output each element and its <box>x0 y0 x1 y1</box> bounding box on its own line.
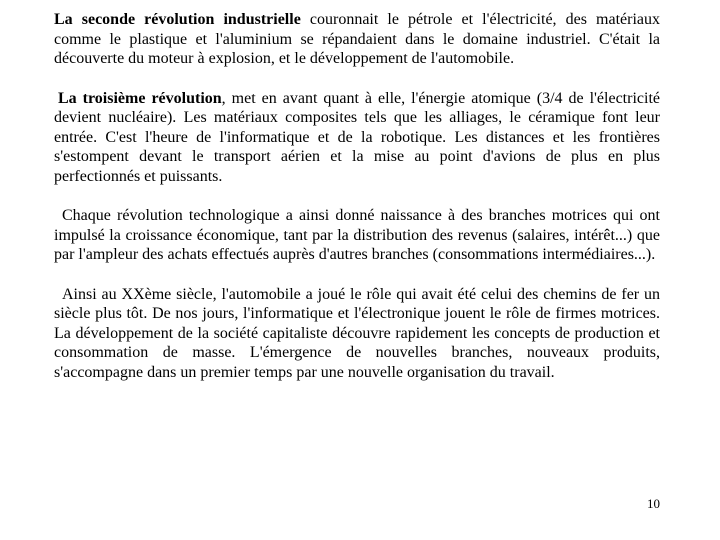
paragraph-lead-bold: La troisième révolution <box>58 89 222 107</box>
document-page <box>54 10 660 382</box>
paragraph-third-revolution <box>54 89 660 187</box>
paragraph-second-revolution <box>54 10 660 69</box>
paragraph-twentieth-century <box>54 285 660 383</box>
paragraph-body: Chaque révolution technologique a ainsi donné naissance à des branches motrices qui ont impulsé la croissance économique, tant par la distribution des revenus (salaires, intérêt...) que par l'ampleur des achats effectués auprès d'autres branches (consommations intermédiaires...). <box>54 207 660 263</box>
paragraph-body: , met en avant quant à elle, l'énergie atomique (3/4 de l'électricité devient nucléaire). Les matériaux composites tels que les alliages, le céramique font leur entrée. C'est l'heure de l'informatique et de la robotique. Les distances et les frontières s'estompent devant le transport aérien et la mise au point d'avions de plus en plus perfectionnés et puissants. <box>54 89 660 185</box>
page-number: 10 <box>647 496 660 511</box>
paragraph-lead-bold: La seconde révolution industrielle <box>54 11 301 28</box>
paragraph-body: couronnait le pétrole et l'électricité, des matériaux comme le plastique et l'aluminium se répandaient dans le domaine industriel. C'était la découverte du moteur à explosion, et le développement de l'automobile. <box>54 11 661 67</box>
paragraph-motor-branches <box>54 206 660 265</box>
paragraph-body: Ainsi au XXème siècle, l'automobile a joué le rôle qui avait été celui des chemins de fer un siècle plus tôt. De nos jours, l'informatique et l'électronique jouent le rôle de firmes motrices. La développement de la société capitaliste découvre rapidement les concepts de production et consommation de masse. L'émergence de nouvelles branches, nouveaux produits, s'accompagne dans un premier temps par une nouvelle organisation du travail. <box>54 285 660 381</box>
